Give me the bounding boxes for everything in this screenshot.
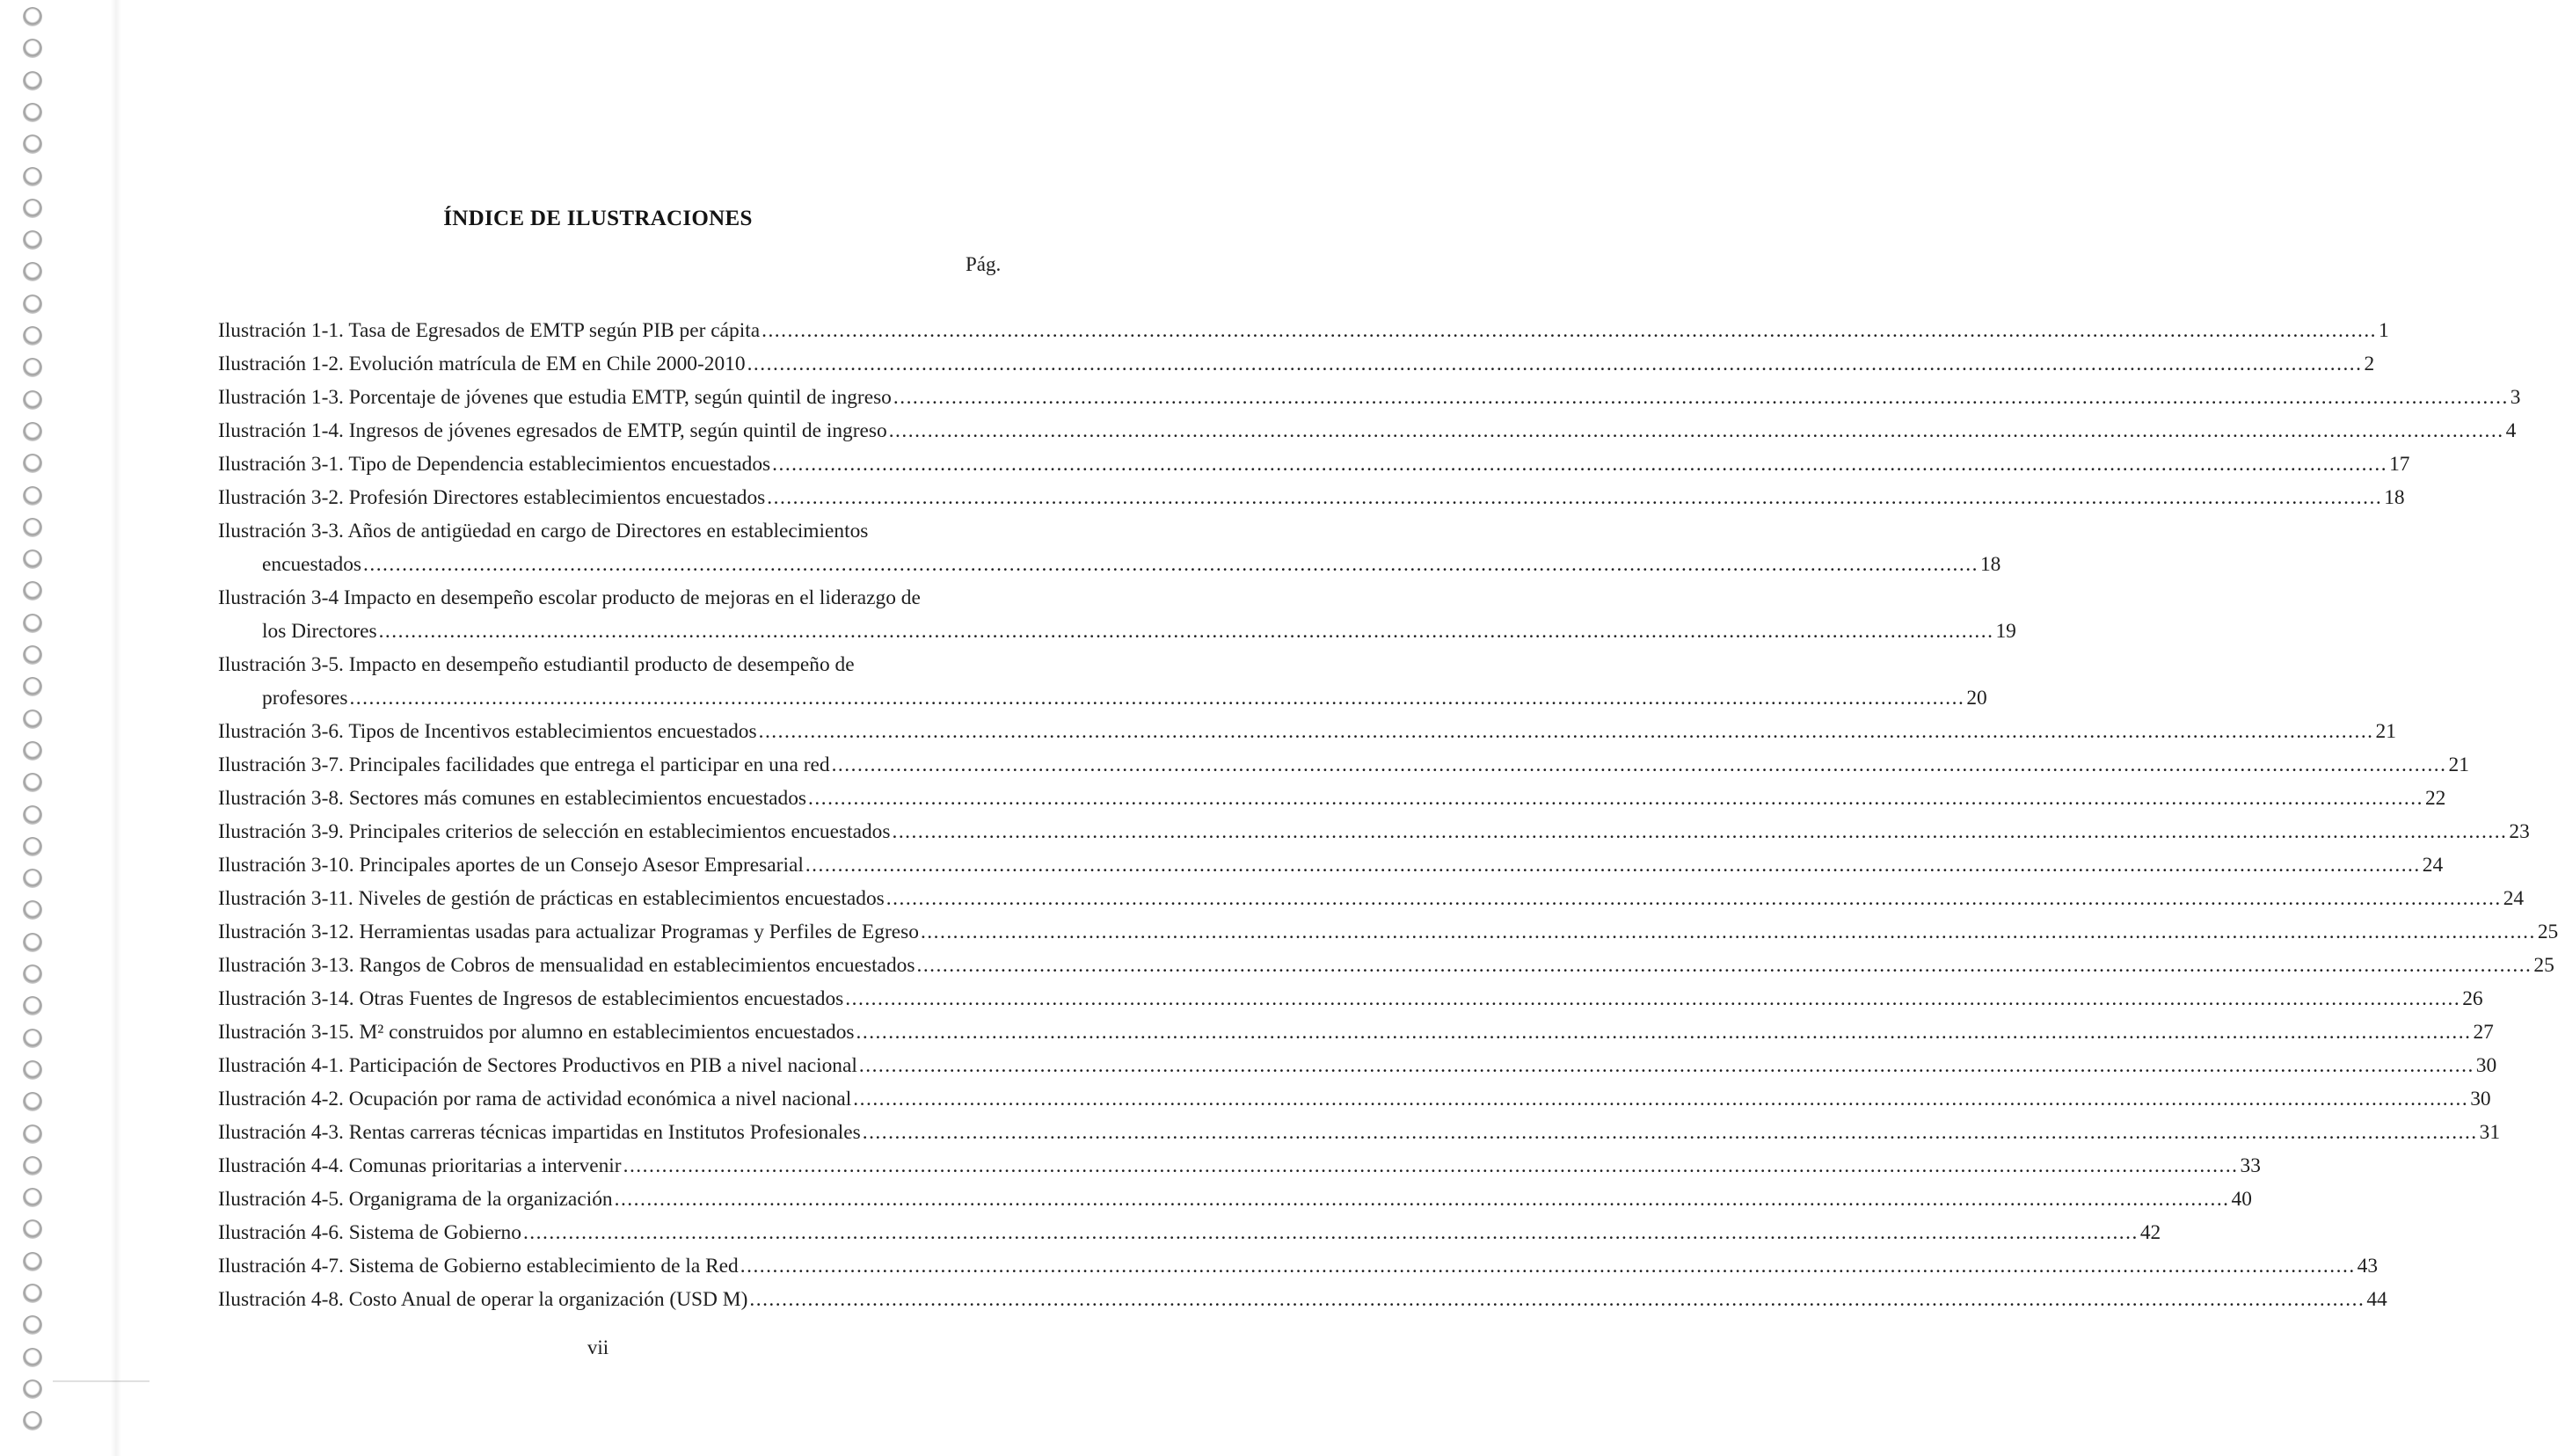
toc-entry-page: 43	[2357, 1255, 2379, 1278]
dot-leader	[762, 314, 2377, 347]
toc-entry	[218, 882, 2525, 915]
toc-entry	[218, 314, 2389, 347]
toc-entry-page: 18	[1979, 553, 2001, 576]
toc-entry-label: Ilustración 3-3. Años de antigüedad en cargo de Directores en establecimientos	[218, 520, 869, 542]
toc-entry-page: 40	[2231, 1188, 2252, 1211]
toc-entry-label: Ilustración 3-13. Rangos de Cobros de mensualidad en establecimientos encuestados	[218, 954, 915, 977]
toc-entry	[218, 1049, 2497, 1082]
toc-entry	[218, 381, 2521, 414]
binding-edge	[53, 1380, 149, 1382]
toc-entry-label: Ilustración 3-14. Otras Fuentes de Ingresos de establecimientos encuestados	[218, 987, 844, 1010]
punch-hole	[23, 262, 42, 281]
dot-leader	[379, 615, 1994, 648]
toc-entry	[218, 514, 2001, 581]
toc-entry-label: Ilustración 3-12. Herramientas usadas para actualizar Programas y Perfiles de Egreso	[218, 921, 919, 943]
toc-entry	[218, 1249, 2379, 1283]
toc-entry-page: 26	[2462, 987, 2483, 1010]
dot-leader	[892, 815, 2507, 848]
punch-hole	[23, 1284, 42, 1303]
toc-entry-page: 24	[2422, 854, 2444, 877]
dot-leader	[921, 915, 2536, 949]
toc-entry-label-continuation: profesores	[262, 687, 348, 710]
dot-leader	[623, 1149, 2239, 1183]
punch-hole	[23, 805, 42, 825]
dot-leader	[886, 882, 2502, 915]
punch-hole	[23, 965, 42, 984]
toc-entry-label: Ilustración 3-11. Niveles de gestión de prácticas en establecimientos encuestados	[218, 887, 885, 910]
toc-entry-page: 17	[2389, 453, 2410, 476]
toc-entry	[218, 1082, 2491, 1116]
toc-entry-page: 33	[2240, 1154, 2261, 1177]
toc-entry-label: Ilustración 1-3. Porcentaje de jóvenes que estudia EMTP, según quintil de ingreso	[218, 386, 892, 409]
toc-entry-label: Ilustración 3-15. M² construidos por alumno en establecimientos encuestados	[218, 1021, 855, 1044]
punch-hole	[23, 900, 42, 920]
toc-entry	[218, 848, 2444, 882]
toc-entry-label: Ilustración 3-7. Principales facilidades que entrega el participar en una red	[218, 753, 830, 776]
toc-entry	[218, 1116, 2501, 1149]
toc-entry	[218, 581, 2016, 648]
punch-hole	[23, 358, 42, 377]
dot-leader	[889, 414, 2504, 448]
toc-entry-label: Ilustración 4-4. Comunas prioritarias a intervenir	[218, 1154, 622, 1177]
dot-leader	[749, 1283, 2365, 1316]
punch-hole	[23, 71, 42, 91]
punch-hole	[23, 1125, 42, 1144]
toc-entry-page: 24	[2503, 887, 2525, 910]
dot-leader	[805, 848, 2421, 882]
punch-hole	[23, 422, 42, 441]
toc-entry-page: 25	[2537, 921, 2558, 943]
punch-hole	[23, 1252, 42, 1271]
toc-entry	[218, 1149, 2261, 1183]
toc-entry-label: Ilustración 3-5. Impacto en desempeño estudiantil producto de desempeño de	[218, 653, 855, 676]
toc-entry	[218, 949, 2554, 982]
dot-leader	[740, 1249, 2356, 1283]
toc-entry	[218, 448, 2410, 481]
toc-entry-page: 30	[2470, 1088, 2491, 1110]
dot-leader	[893, 381, 2509, 414]
toc-entry-page: 31	[2479, 1121, 2501, 1144]
toc-entry-label: Ilustración 1-4. Ingresos de jóvenes egresados de EMTP, según quintil de ingreso	[218, 419, 887, 442]
toc-entry	[218, 982, 2483, 1016]
toc-entry-label: Ilustración 3-8. Sectores más comunes en establecimientos encuestados	[218, 787, 807, 810]
dot-leader	[863, 1116, 2478, 1149]
toc-entry	[218, 1183, 2252, 1216]
toc-entry-label-continuation: encuestados	[262, 553, 362, 576]
punch-hole	[23, 230, 42, 250]
toc-entry-page: 44	[2366, 1288, 2387, 1311]
toc-entry-page: 42	[2139, 1221, 2161, 1244]
dot-leader	[523, 1216, 2139, 1249]
punch-hole	[23, 996, 42, 1016]
punch-hole	[23, 103, 42, 122]
toc-entry-label: Ilustración 3-10. Principales aportes de un Consejo Asesor Empresarial	[218, 854, 804, 877]
toc-entry	[218, 1216, 2161, 1249]
punch-hole	[23, 837, 42, 856]
dot-leader	[747, 347, 2363, 381]
toc-entry-label: Ilustración 3-4 Impacto en desempeño escolar producto de mejoras en el liderazgo de	[218, 586, 921, 609]
punch-hole	[23, 869, 42, 888]
punch-hole	[23, 1060, 42, 1080]
dot-leader	[759, 715, 2374, 748]
punch-hole	[23, 677, 42, 696]
toc-entry-page: 21	[2448, 753, 2469, 776]
toc-entry-label: Ilustración 4-6. Sistema de Gobierno	[218, 1221, 521, 1244]
page-number: vii	[587, 1336, 609, 1358]
toc-entry-label: Ilustración 3-6. Tipos de Incentivos establecimientos encuestados	[218, 720, 757, 743]
punch-hole	[23, 135, 42, 154]
punch-hole	[23, 1380, 42, 1399]
toc-entry	[218, 347, 2375, 381]
dot-leader	[845, 982, 2460, 1016]
toc-entry-page: 22	[2424, 787, 2446, 810]
toc-entry-label: Ilustración 4-5. Organigrama de la organización	[218, 1188, 613, 1211]
toc-entry-page: 4	[2505, 419, 2517, 442]
toc-entry-label: Ilustración 4-8. Costo Anual de operar la organización (USD M)	[218, 1288, 748, 1311]
punch-hole	[23, 710, 42, 729]
dot-leader	[832, 748, 2447, 782]
toc-entry-label-continuation: los Directores	[262, 620, 377, 643]
toc-entry-label: Ilustración 4-1. Participación de Sectores Productivos en PIB a nivel nacional	[218, 1054, 857, 1077]
toc-entry-page: 18	[2384, 486, 2405, 509]
punch-hole	[23, 741, 42, 761]
punch-hole	[23, 614, 42, 633]
dot-leader	[808, 782, 2423, 815]
punch-hole	[23, 39, 42, 58]
punch-hole	[23, 1315, 42, 1335]
punch-hole	[23, 1188, 42, 1207]
toc-entry	[218, 1283, 2387, 1316]
punch-hole	[23, 486, 42, 506]
dot-leader	[772, 448, 2387, 481]
toc-entry	[218, 1016, 2494, 1049]
toc-entry	[218, 414, 2517, 448]
toc-entry-label: Ilustración 3-9. Principales criterios de selección en establecimientos encuestados	[218, 820, 891, 843]
punch-hole	[23, 1092, 42, 1111]
punch-hole	[23, 1411, 42, 1431]
dot-leader	[363, 548, 1979, 581]
toc-entry-page: 20	[1966, 687, 1987, 710]
punch-hole	[23, 581, 42, 601]
punch-hole	[23, 550, 42, 569]
dot-leader	[856, 1016, 2472, 1049]
punch-hole	[23, 1219, 42, 1239]
toc-entry-page: 19	[1995, 620, 2016, 643]
punch-hole	[23, 295, 42, 314]
punch-hole	[23, 645, 42, 665]
toc-entry-page: 30	[2475, 1054, 2497, 1077]
toc-entry-page: 23	[2509, 820, 2530, 843]
toc-entry-label: Ilustración 1-1. Tasa de Egresados de EMTP según PIB per cápita	[218, 319, 761, 342]
toc-entry-page: 3	[2510, 386, 2521, 409]
dot-leader	[916, 949, 2532, 982]
toc-entry-page: 21	[2375, 720, 2396, 743]
punch-hole	[23, 454, 42, 473]
punch-hole	[23, 7, 42, 26]
toc-entry-page: 25	[2533, 954, 2554, 977]
page-column-header: Pág.	[966, 253, 1002, 275]
punch-hole	[23, 326, 42, 346]
punch-hole	[23, 933, 42, 952]
punch-hole	[23, 773, 42, 792]
punch-hole	[23, 1156, 42, 1176]
dot-leader	[615, 1183, 2230, 1216]
punch-hole	[23, 390, 42, 410]
toc-entry	[218, 782, 2446, 815]
table-of-illustrations	[218, 314, 2558, 1316]
toc-entry-page: 2	[2364, 353, 2375, 375]
toc-entry-label: Ilustración 4-2. Ocupación por rama de actividad económica a nivel nacional	[218, 1088, 852, 1110]
punch-hole	[23, 518, 42, 537]
toc-entry-label: Ilustración 4-3. Rentas carreras técnicas impartidas en Institutos Profesionales	[218, 1121, 861, 1144]
toc-entry	[218, 715, 2396, 748]
dot-leader	[349, 681, 1964, 715]
toc-entry-label: Ilustración 3-2. Profesión Directores establecimientos encuestados	[218, 486, 766, 509]
toc-entry-page: 27	[2473, 1021, 2494, 1044]
dot-leader	[853, 1082, 2468, 1116]
toc-entry	[218, 815, 2530, 848]
toc-entry-label: Ilustración 1-2. Evolución matrícula de EM en Chile 2000-2010	[218, 353, 746, 375]
punch-hole	[23, 167, 42, 186]
toc-entry	[218, 748, 2469, 782]
toc-entry	[218, 648, 1987, 715]
toc-entry-label: Ilustración 3-1. Tipo de Dependencia establecimientos encuestados	[218, 453, 771, 476]
toc-entry	[218, 481, 2405, 514]
dot-leader	[767, 481, 2382, 514]
punch-hole	[23, 1029, 42, 1048]
toc-entry	[218, 915, 2558, 949]
toc-entry-label: Ilustración 4-7. Sistema de Gobierno establecimiento de la Red	[218, 1255, 739, 1278]
page-title: ÍNDICE DE ILUSTRACIONES	[443, 207, 753, 230]
toc-entry-page: 1	[2379, 319, 2389, 342]
dot-leader	[859, 1049, 2474, 1082]
